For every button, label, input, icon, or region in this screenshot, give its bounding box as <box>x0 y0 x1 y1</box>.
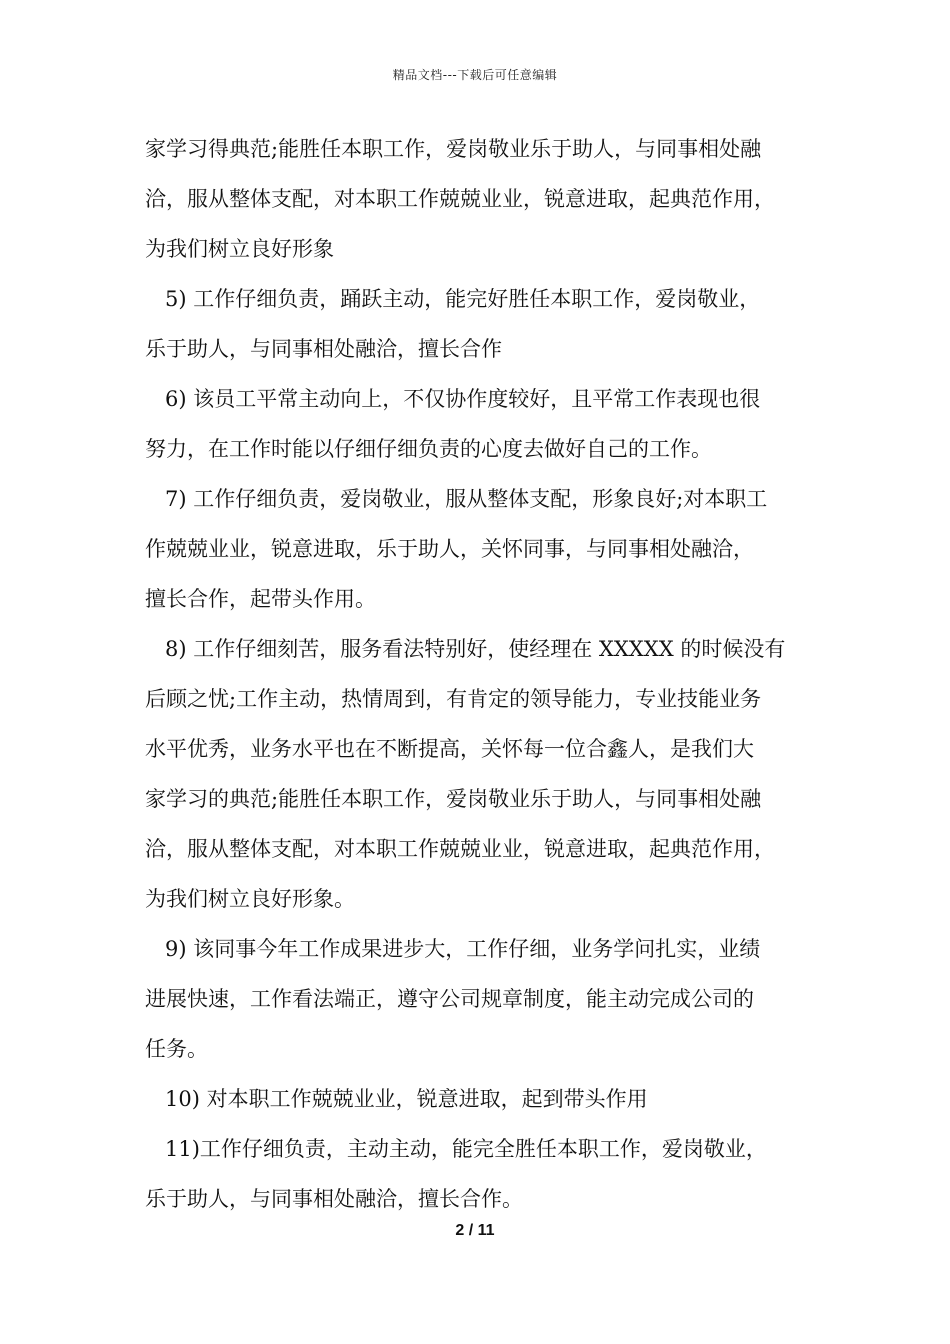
text-line: 乐于助人，与同事相处融洽，擅长合作 <box>145 337 502 361</box>
text-line: 7) 工作仔细负责，爱岗敬业，服从整体支配，形象良好;对本职工 <box>165 487 768 511</box>
text-line: 5) 工作仔细负责，踊跃主动，能完好胜任本职工作，爱岗敬业， <box>165 287 761 311</box>
text-line: 水平优秀，业务水平也在不断提高，关怀每一位合鑫人，是我们大 <box>145 737 754 761</box>
text-line: 为我们树立良好形象 <box>145 237 334 261</box>
text-line: 6) 该员工平常主动向上，不仅协作度较好，且平常工作表现也很 <box>165 387 761 411</box>
text-line: 9) 该同事今年工作成果进步大，工作仔细，业务学问扎实，业绩 <box>165 937 761 961</box>
text-line: 后顾之忧;工作主动，热情周到，有肯定的领导能力，专业技能业务 <box>145 687 762 711</box>
text-line: 10) 对本职工作兢兢业业，锐意进取，起到带头作用 <box>165 1087 648 1111</box>
text-line: 家学习得典范;能胜任本职工作，爱岗敬业乐于助人，与同事相处融 <box>145 137 762 161</box>
text-line: 乐于助人，与同事相处融洽，擅长合作。 <box>145 1187 523 1211</box>
document-body <box>145 124 825 1224</box>
text-line: 进展快速，工作看法端正，遵守公司规章制度，能主动完成公司的 <box>145 987 754 1011</box>
page-number: 2 / 11 <box>455 1222 495 1239</box>
text-line: 洽，服从整体支配，对本职工作兢兢业业，锐意进取，起典范作用， <box>145 837 775 861</box>
text-line: 擅长合作，起带头作用。 <box>145 587 376 611</box>
text-line: 为我们树立良好形象。 <box>145 887 355 911</box>
text-line: 任务。 <box>145 1037 208 1061</box>
text-line: 努力，在工作时能以仔细仔细负责的心度去做好自己的工作。 <box>145 437 712 461</box>
text-line: 作兢兢业业，锐意进取，乐于助人，关怀同事，与同事相处融洽， <box>145 537 754 561</box>
text-line: 8) 工作仔细刻苦，服务看法特别好，使经理在 XXXXX 的时候没有 <box>165 637 786 661</box>
page-header: 精品文档---下载后可任意编辑 <box>392 68 558 82</box>
text-line: 11)工作仔细负责，主动主动，能完全胜任本职工作，爱岗敬业， <box>165 1137 767 1161</box>
text-line: 洽，服从整体支配，对本职工作兢兢业业，锐意进取，起典范作用， <box>145 187 775 211</box>
text-line: 家学习的典范;能胜任本职工作，爱岗敬业乐于助人，与同事相处融 <box>145 787 762 811</box>
